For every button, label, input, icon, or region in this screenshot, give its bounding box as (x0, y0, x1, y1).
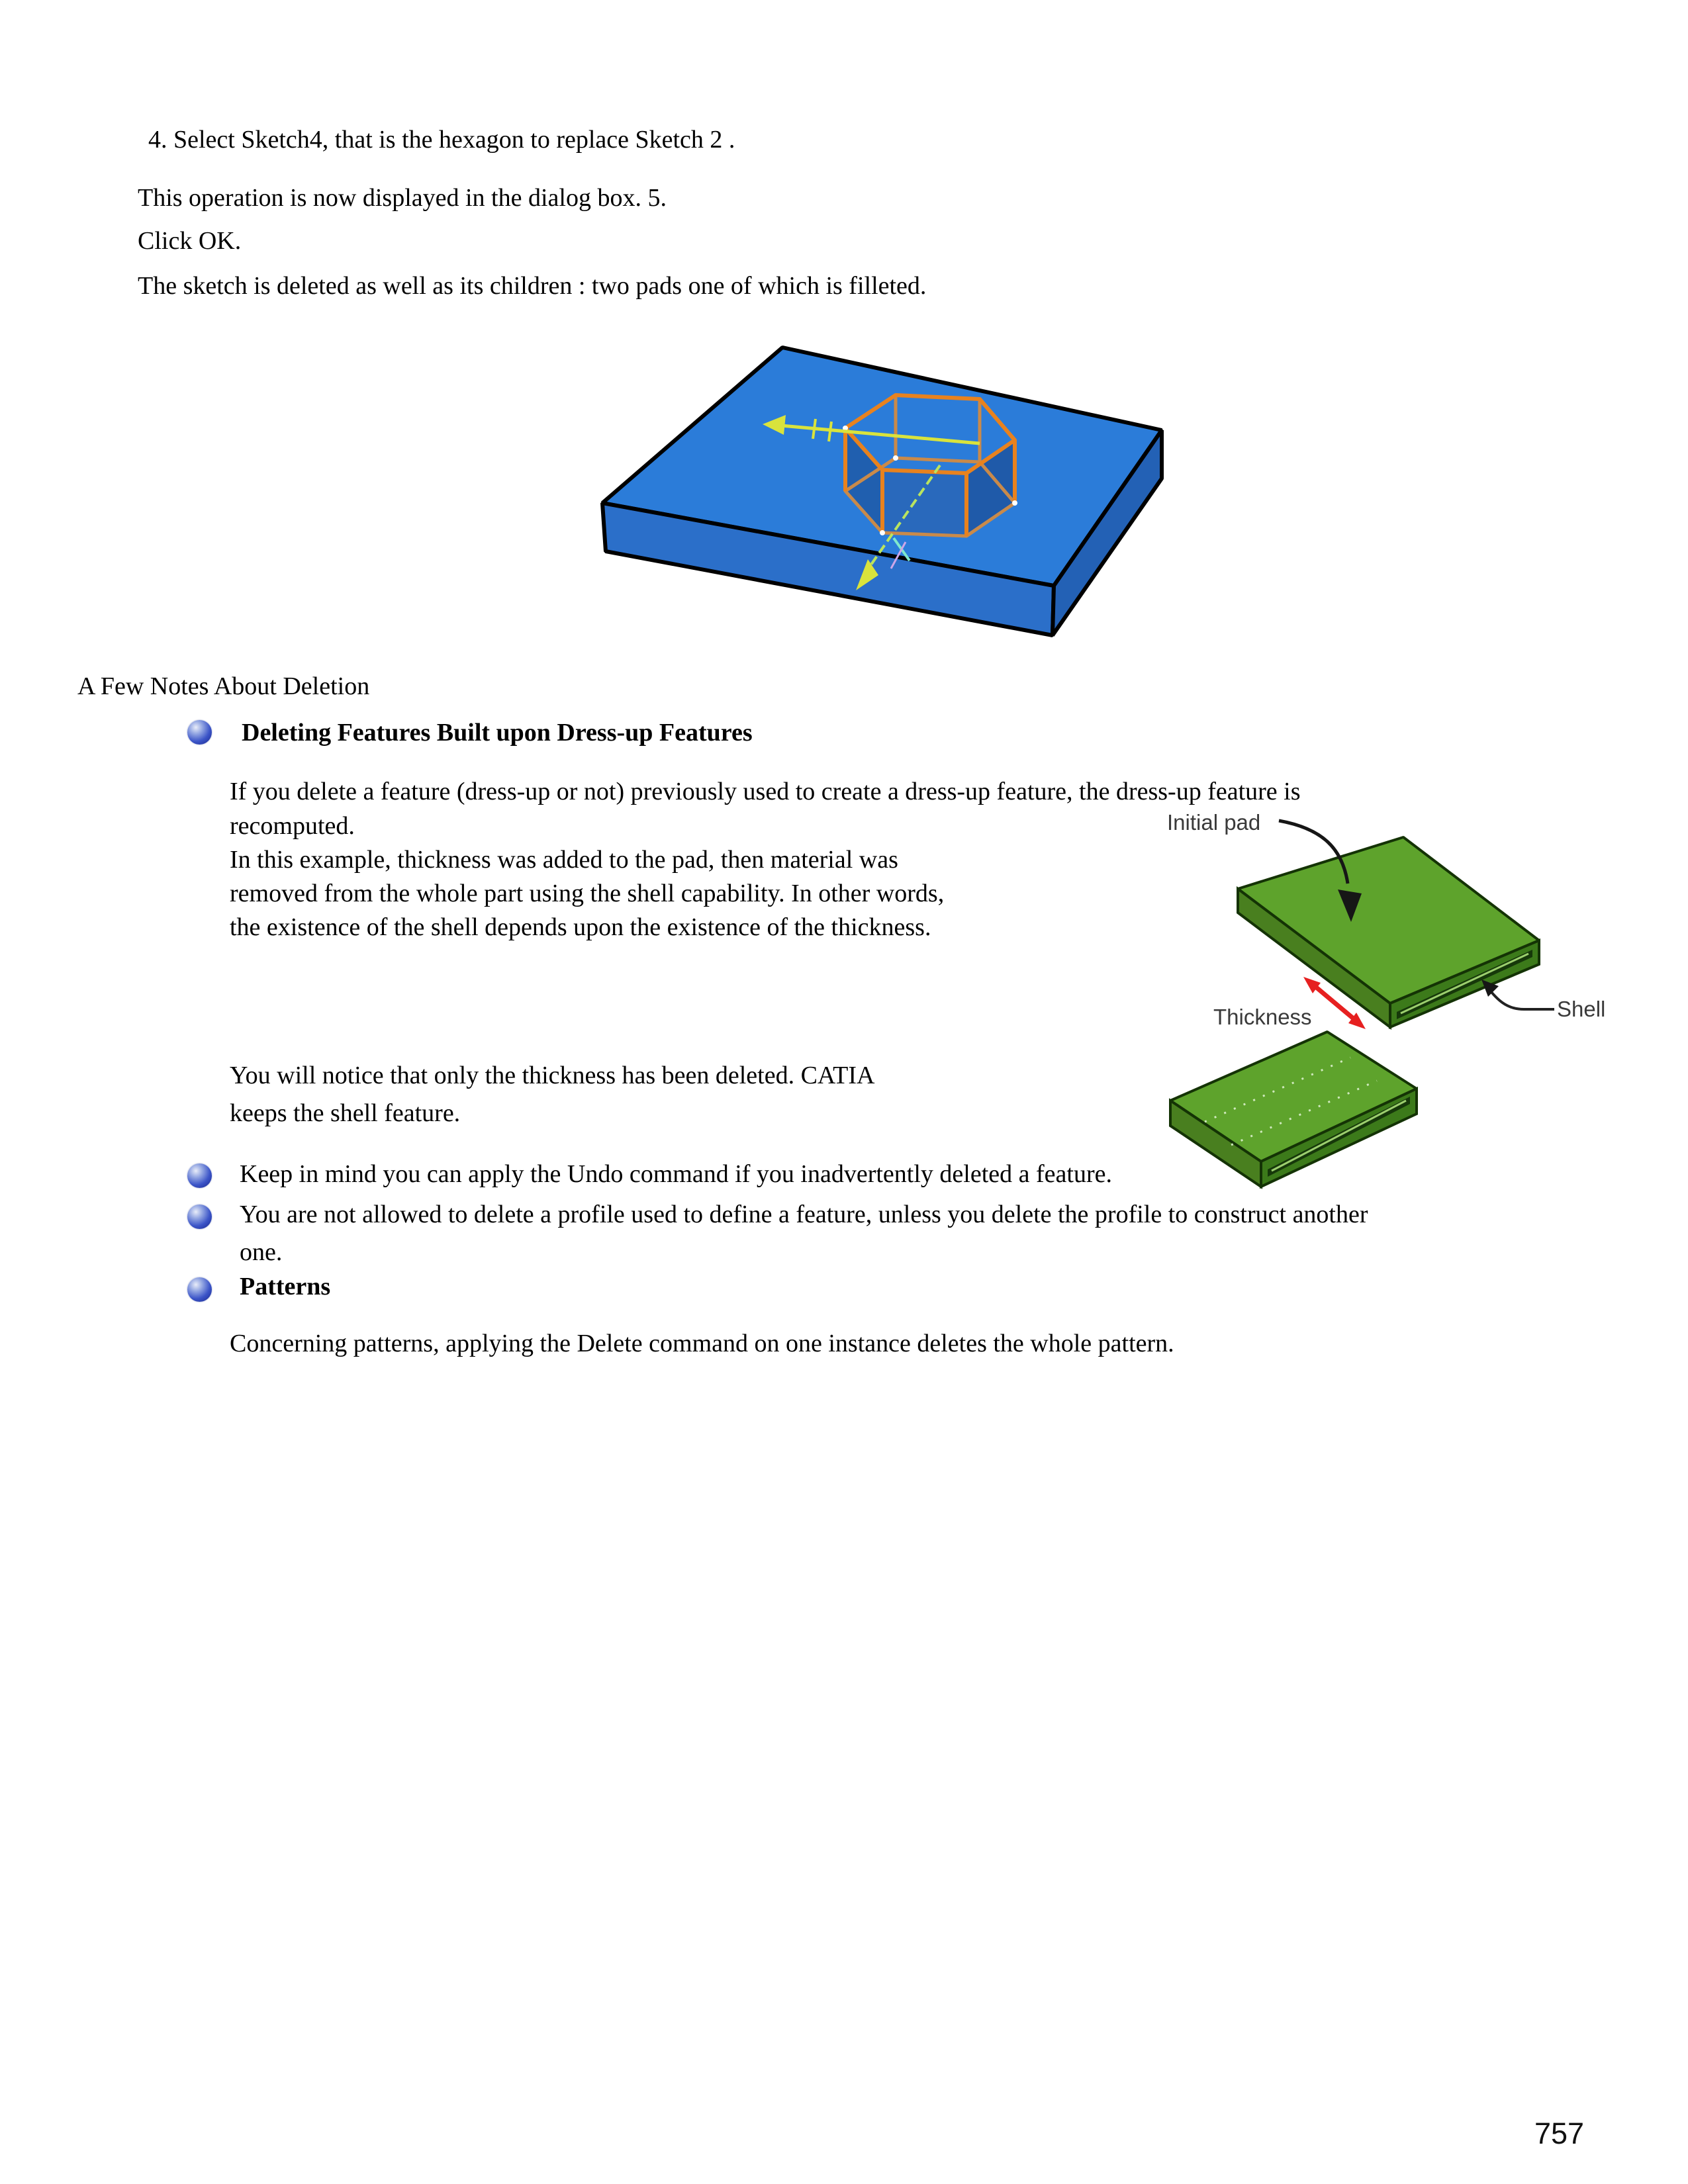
result-line: The sketch is deleted as well as its children : two pads one of which is filleted. (138, 272, 927, 300)
bullet3-text-line: You are not allowed to delete a profile used to define a feature, unless you delete the profile to construct another (240, 1201, 1368, 1228)
paragraph-line: In this example, thickness was added to the pad, then material was (230, 846, 898, 874)
paragraph-line: keeps the shell feature. (230, 1099, 461, 1127)
paragraph-line: If you delete a feature (dress-up or not) previously used to create a dress-up feature, the dress-up feature is (230, 778, 1301, 805)
bullet-ball-icon (187, 1205, 212, 1229)
bullet3-text-line: one. (240, 1238, 283, 1266)
paragraph-line: You will notice that only the thickness has been deleted. CATIA (230, 1062, 875, 1089)
patterns-note-line: Concerning patterns, applying the Delete command on one instance deletes the whole pattern. (230, 1330, 1174, 1357)
paragraph-line: the existence of the shell depends upon the existence of the thickness. (230, 913, 931, 941)
bullet2-text: Keep in mind you can apply the Undo command if you inadvertently deleted a feature. (240, 1160, 1112, 1188)
bullet1-title: Deleting Features Built upon Dress-up Features (242, 719, 753, 747)
shell-kept-figure (1158, 1023, 1443, 1201)
shell-label: Shell (1557, 997, 1606, 1021)
paragraph-line: recomputed. (230, 812, 355, 840)
notes-heading: A Few Notes About Deletion (77, 672, 370, 700)
paragraph-line: removed from the whole part using the shell capability. In other words, (230, 880, 945, 907)
bullet-ball-icon (187, 1277, 212, 1302)
bullet-ball-icon (187, 1163, 212, 1188)
bullet4-title: Patterns (240, 1273, 331, 1300)
shell-arrow-icon (1481, 979, 1554, 1009)
thickness-label: Thickness (1213, 1005, 1312, 1029)
operation-line: This operation is now displayed in the dialog box. 5. (138, 184, 667, 212)
bullet-ball-icon (187, 720, 212, 745)
page-number: 757 (1534, 2116, 1585, 2150)
initial-pad-label: Initial pad (1167, 810, 1261, 835)
blue-pad-figure (583, 328, 1178, 645)
click-ok-line: Click OK. (138, 227, 242, 255)
step-4-line: 4. Select Sketch4, that is the hexagon to replace Sketch 2 . (148, 126, 735, 154)
